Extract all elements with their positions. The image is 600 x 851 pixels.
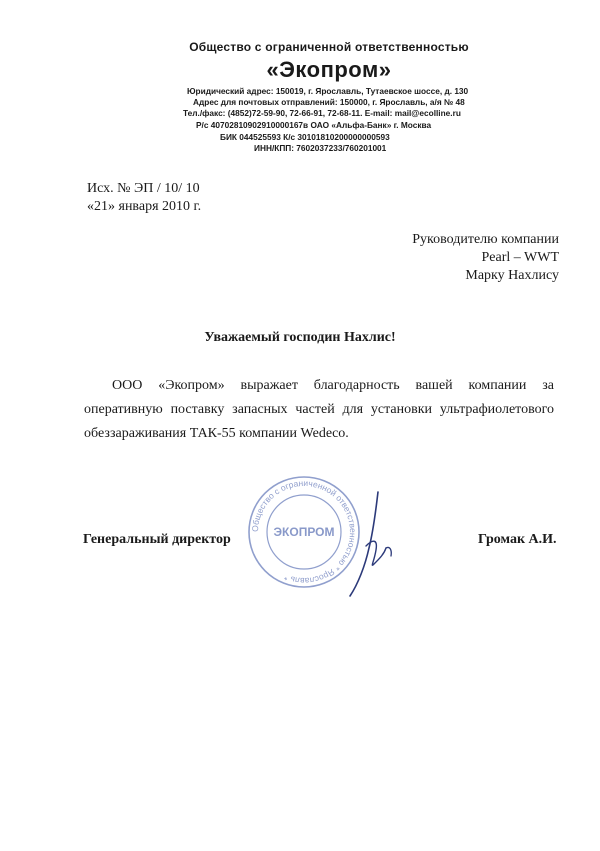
- requisite-bik: БИК 044525593 К/с 30101810200000000593: [220, 132, 390, 142]
- recipient-company: Pearl – WWT: [481, 250, 559, 265]
- org-name: «Экопром»: [266, 57, 392, 82]
- recipient-name: Марку Нахлису: [465, 268, 559, 283]
- requisite-postal-address: Адрес для почтовых отправлений: 150000, г. Ярославль, а/я № 48: [193, 97, 465, 107]
- handwritten-signature: [336, 488, 416, 600]
- seal-ring-text: Общество с ограниченной ответственностью * Ярославль *: [249, 477, 359, 587]
- document-meta: [87, 180, 201, 216]
- requisite-phone-email: Тел./факс: (4852)72-59-90, 72-66-91, 72-68-11. E-mail: mail@ecolline.ru: [183, 108, 461, 118]
- requisite-legal-address: Юридический адрес: 150019, г. Ярославль, Тутаевское шоссе, д. 130: [187, 86, 469, 96]
- outgoing-number: Исх. № ЭП / 10/ 10: [87, 181, 200, 196]
- letter-body: ООО «Экопром» выражает благодарность вашей компании за оперативную поставку запасных частей для установки ультрафиолетового обеззараживания ТАК-55 компании Wedeco.: [84, 378, 554, 441]
- requisite-inn-kpp: ИНН/КПП: 7602037233/760201001: [254, 143, 387, 153]
- requisite-bank-account: Р/с 40702810902910000167в ОАО «Альфа-Банк» г. Москва: [196, 120, 432, 130]
- signatory-name: Громак А.И.: [478, 532, 557, 547]
- org-type: Общество с ограниченной ответственностью: [189, 40, 469, 54]
- recipient-block: [412, 231, 559, 285]
- salutation: Уважаемый господин Нахлис!: [204, 330, 396, 345]
- signatory-title: Генеральный директор: [83, 532, 231, 547]
- recipient-position: Руководителю компании: [412, 232, 559, 247]
- document-date: «21» января 2010 г.: [87, 199, 202, 214]
- seal-center-text: ЭКОПРОМ: [273, 525, 335, 539]
